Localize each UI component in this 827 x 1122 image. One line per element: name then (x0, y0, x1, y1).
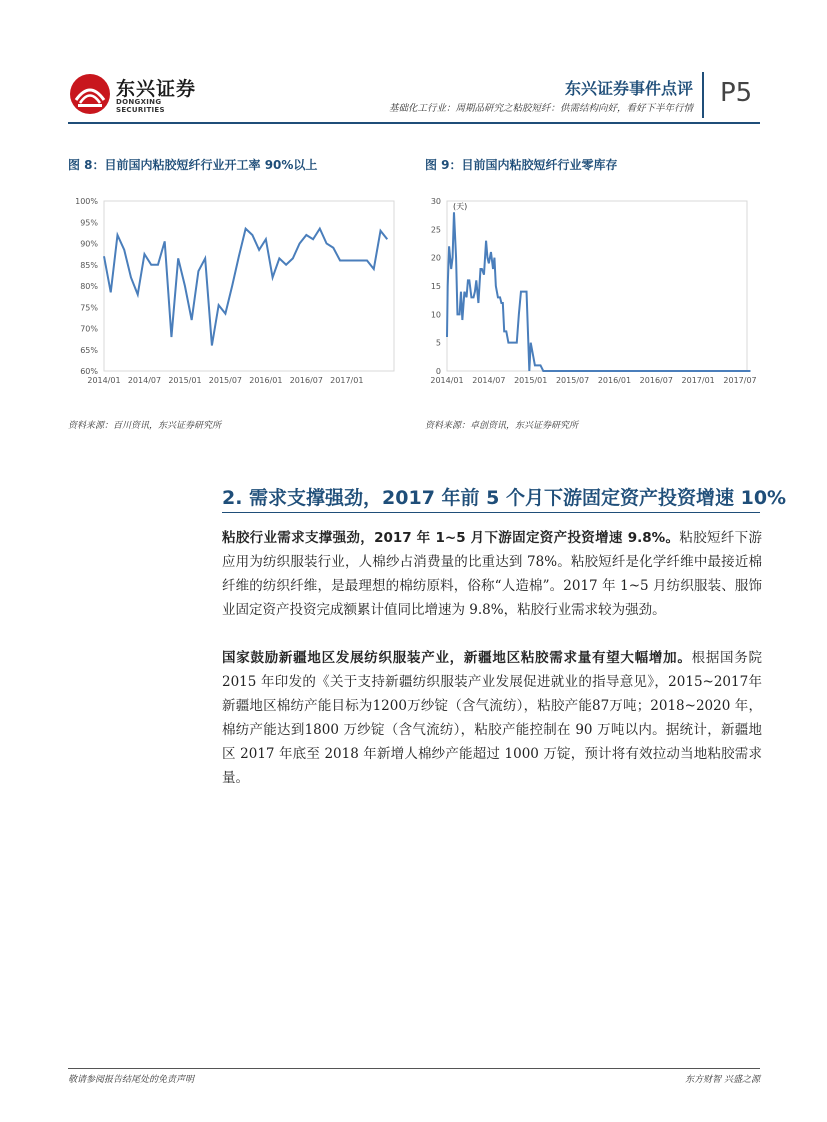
chart-inventory (425, 185, 760, 395)
chart-operating-rate (68, 185, 398, 395)
figure-8-title: 图 8：目前国内粘胶短纤行业开工率 90%以上 (68, 158, 318, 172)
figure-9-title: 图 9：目前国内粘胶短纤行业零库存 (425, 158, 618, 172)
x-tick-label: 2014/01 (87, 376, 121, 385)
section-title: 2. 需求支撑强劲，2017 年前 5 个月下游固定资产投资增速 10% (222, 487, 787, 509)
paragraph-lead: 粘胶行业需求支撑强劲，2017 年 1~5 月下游固定资产投资增速 9.8%。 (222, 530, 680, 546)
x-tick-label: 2016/07 (639, 376, 673, 385)
y-tick-label: 20 (430, 253, 441, 263)
x-tick-label: 2017/07 (723, 376, 757, 385)
page-header (0, 0, 827, 130)
y-tick-label: 80% (80, 282, 98, 291)
footer-disclaimer: 敬请参阅报告结尾处的免责声明 (68, 1075, 195, 1085)
y-tick-label: 60% (80, 367, 98, 376)
plot-frame (447, 201, 747, 371)
y-tick-label: 30 (430, 197, 441, 206)
x-tick-label: 2015/07 (208, 376, 243, 385)
y-tick-label: 90% (80, 239, 98, 249)
figure-9-source: 资料来源：卓创资讯，东兴证券研究所 (425, 421, 579, 431)
x-tick-label: 2014/01 (430, 376, 464, 385)
series-line (104, 229, 387, 346)
header-separator (702, 72, 704, 118)
x-tick-label: 2017/01 (330, 376, 364, 385)
y-tick-label: 15 (430, 282, 441, 291)
paragraph-body: 根据国务院 2015 年印发的《关于支持新疆纺织服装产业发展促进就业的指导意见》，2015~2017年新疆地区棉纺产能目标为1200万纱锭（含气流纺），粘胶产能87万吨；2018~2020 年，棉纺产能达到1800 万纱锭（含气流纺），粘胶产能控制在 90 万吨以内。据统计，新疆地区 2017 年底至 2018 年新增人棉纱产能超过 1000 万锭，预计将有效拉动当地粘胶需求量。 (222, 650, 763, 786)
section-rule (222, 512, 760, 513)
x-tick-label: 2014/07 (472, 376, 506, 385)
x-tick-label: 2016/01 (597, 376, 632, 385)
figure-8-source: 资料来源：百川资讯，东兴证券研究所 (68, 421, 222, 431)
y-tick-label: 100% (75, 197, 98, 206)
plot-frame (104, 201, 394, 371)
logo-text-cn: 东兴证券 (116, 78, 197, 100)
y-tick-label: 85% (80, 260, 98, 270)
unit-label: (天) (453, 202, 468, 211)
chart-8-svg (68, 185, 398, 395)
paragraph-xinjiang (222, 646, 762, 790)
footer-slogan: 东方财智 兴盛之源 (685, 1075, 760, 1085)
logo-emblem-icon (68, 72, 112, 116)
y-tick-label: 65% (80, 345, 98, 355)
paragraph-body: 粘胶短纤下游应用为纺织服装行业，人棉纱占消费量的比重达到 78%。粘胶短纤是化学纤维中最接近棉纤维的纺织纤维，是最理想的棉纺原料，俗称“人造棉”。2017 年 1~5 月纺织服装、服饰业固定资产投资完成额累计值同比增速为 9.8%，粘胶行业需求较为强劲。 (222, 530, 763, 618)
y-tick-label: 25 (430, 225, 441, 235)
series-line (447, 212, 750, 371)
logo-text-en: DONGXING SECURITIES (116, 98, 165, 114)
y-tick-label: 75% (80, 303, 98, 313)
y-tick-label: 95% (80, 218, 98, 228)
paragraph-lead: 国家鼓励新疆地区发展纺织服装产业，新疆地区粘胶需求量有望大幅增加。 (222, 650, 692, 666)
page-number: P5 (720, 78, 753, 108)
chart-9-svg (425, 185, 760, 395)
x-tick-label: 2016/07 (289, 376, 323, 385)
footer-rule (68, 1068, 760, 1069)
report-type: 东兴证券事件点评 (564, 79, 693, 98)
x-tick-label: 2016/01 (249, 376, 283, 385)
x-tick-label: 2015/01 (168, 376, 202, 385)
y-tick-label: 0 (435, 367, 441, 376)
x-tick-label: 2015/01 (514, 376, 548, 385)
y-tick-label: 10 (430, 310, 441, 320)
paragraph-demand (222, 526, 762, 622)
header-rule (68, 122, 760, 124)
company-logo (68, 72, 208, 116)
x-tick-label: 2017/01 (681, 376, 715, 385)
report-subtitle: 基础化工行业：周期品研究之粘胶短纤：供需结构向好，看好下半年行情 (388, 103, 693, 114)
y-tick-label: 70% (80, 324, 98, 334)
x-tick-label: 2014/07 (127, 376, 162, 385)
x-tick-label: 2015/07 (555, 376, 590, 385)
y-tick-label: 5 (435, 338, 441, 348)
